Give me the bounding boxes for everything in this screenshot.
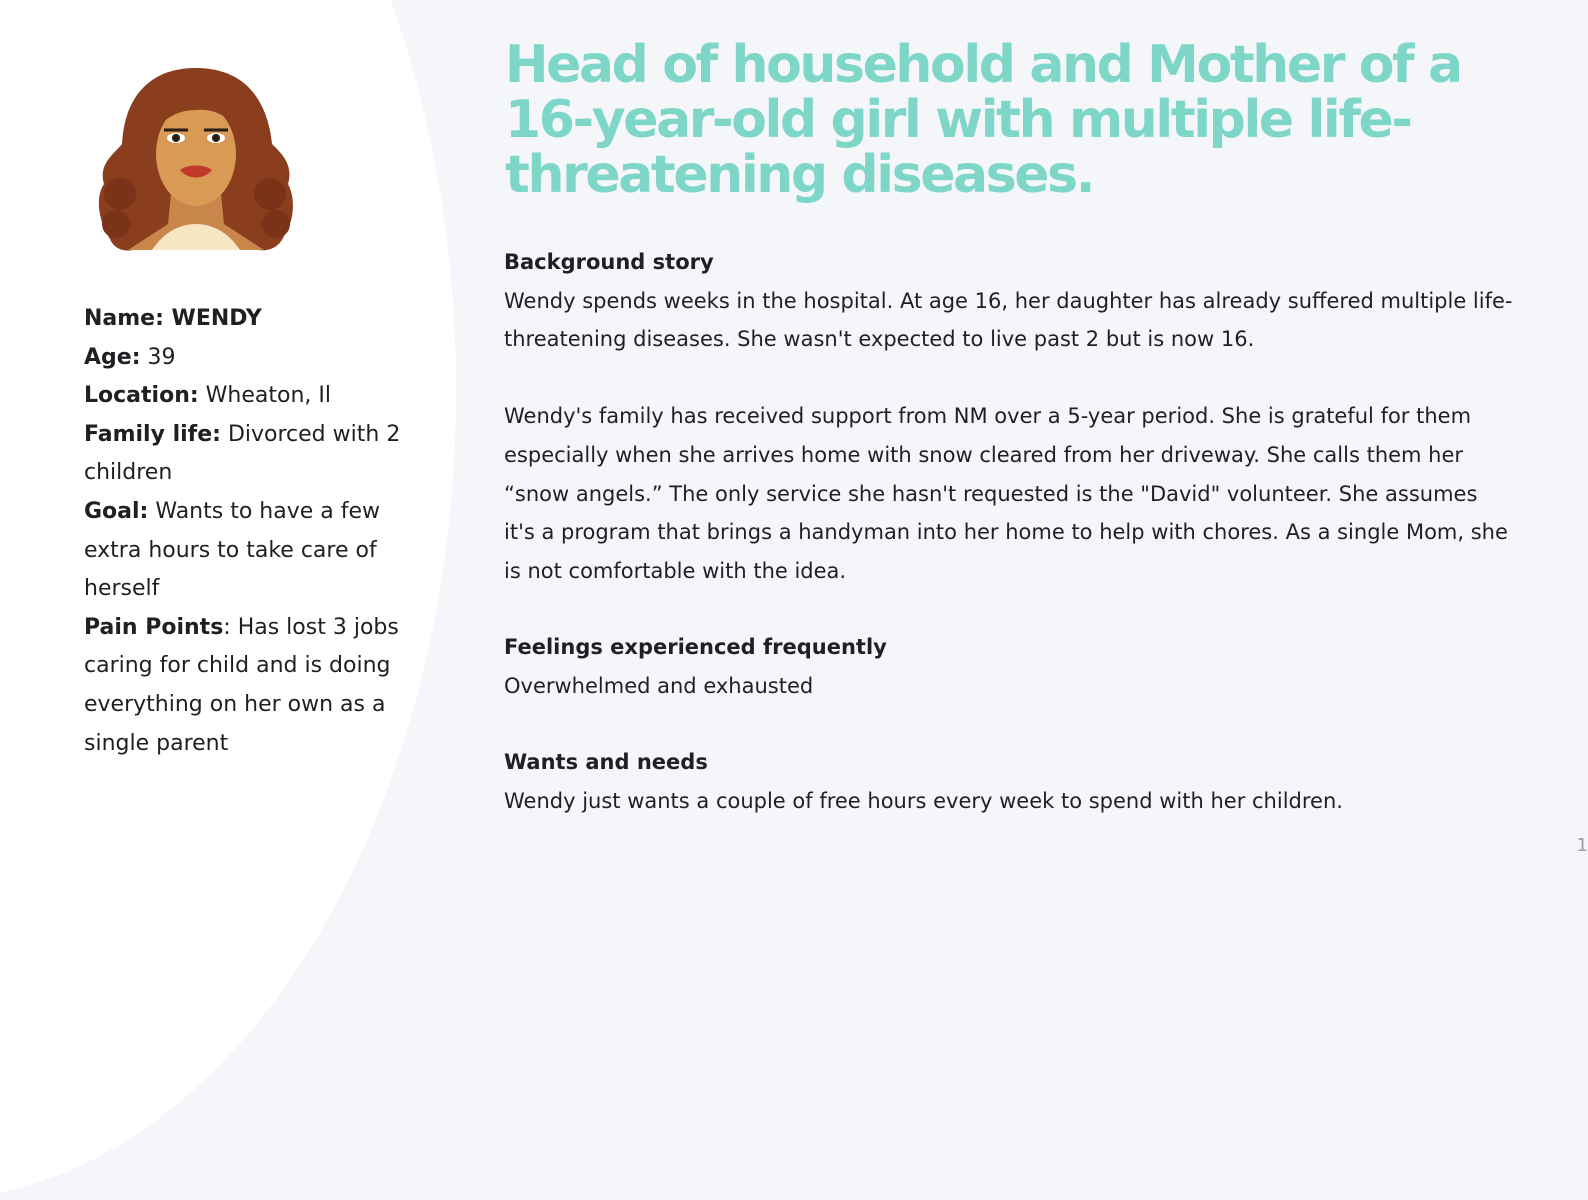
profile-location: Location: Wheaton, Il	[84, 383, 331, 409]
wants-section	[504, 743, 1514, 820]
feelings-heading: Feelings experienced frequently	[504, 635, 887, 659]
feelings-text: Overwhelmed and exhausted	[504, 673, 814, 698]
feelings-section	[504, 628, 1514, 705]
profile-family-life: Family life: Divorced with 2 children	[84, 421, 401, 486]
page-number: 1	[1576, 835, 1588, 856]
background-story-paragraph-2: Wendy's family has received support from NM over a 5-year period. She is grateful for them especially when she arrives home with snow cleared from her driveway. She calls them her “snow angels.” The only service she hasn't requested is the "David" volunteer. She assumes it's a program that brings a handyman into her home to help with chores. As a single Mom, she is not comfortable with the idea.	[504, 404, 1508, 583]
profile-goal: Goal: Wants to have a few extra hours to take care of herself	[84, 498, 381, 602]
background-story-heading: Background story	[504, 250, 714, 274]
background-story-paragraph-1: Wendy spends weeks in the hospital. At age 16, her daughter has already suffered multiple life-threatening diseases. She wasn't expected to live past 2 but is now 16.	[504, 288, 1513, 352]
background-story-section	[504, 243, 1514, 590]
profile-name: Name: WENDY	[84, 306, 262, 331]
wants-heading: Wants and needs	[504, 750, 708, 774]
profile-details	[84, 300, 414, 763]
profile-age: Age: 39	[84, 344, 176, 370]
woman-avatar-icon	[94, 64, 298, 254]
wants-text: Wendy just wants a couple of free hours every week to spend with her children.	[504, 788, 1343, 813]
profile-pain-points: Pain Points: Has lost 3 jobs caring for child and is doing everything on her own as a single parent	[84, 614, 399, 756]
page-title: Head of household and Mother of a 16-year-old girl with multiple life-threatening diseases.	[505, 35, 1461, 205]
